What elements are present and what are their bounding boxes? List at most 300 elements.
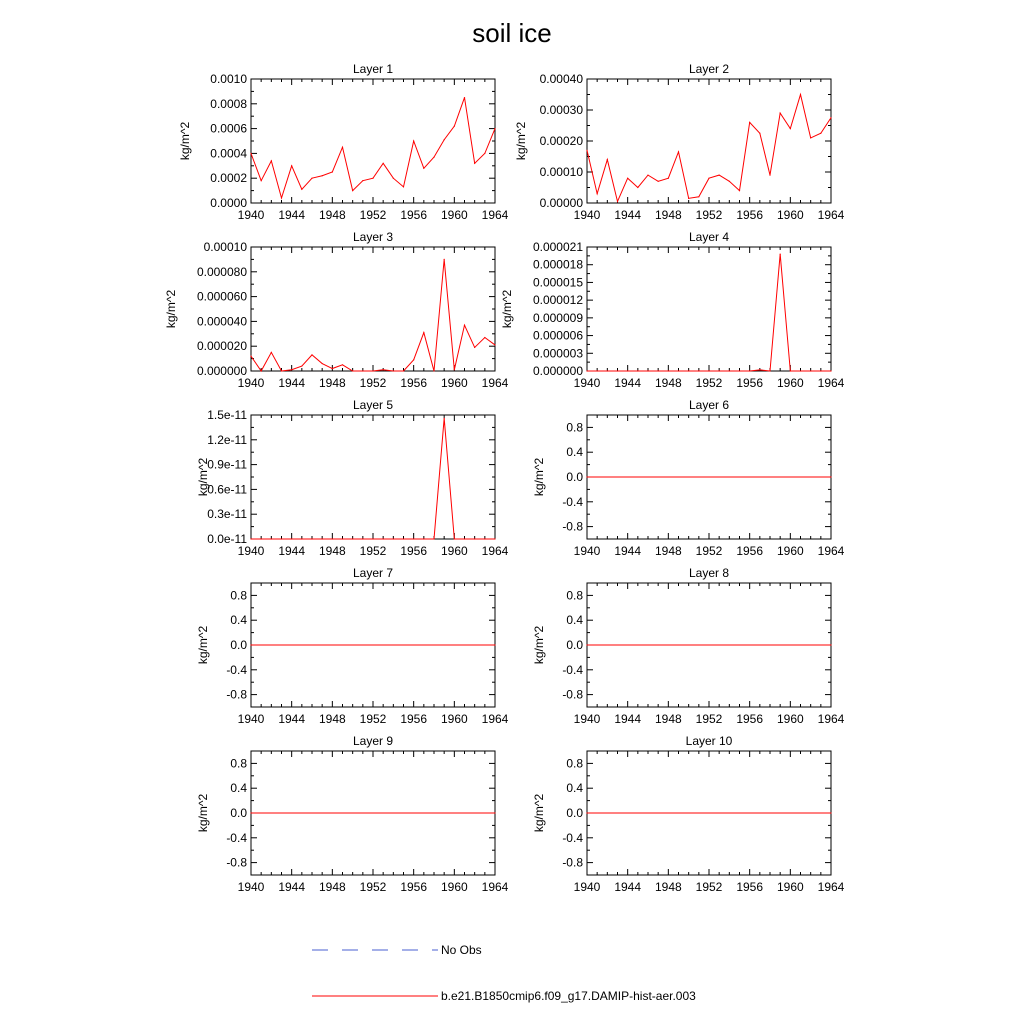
data-point (769, 370, 770, 371)
data-point (393, 178, 394, 179)
x-tick-label: 1944 (278, 376, 306, 390)
x-tick-label: 1960 (440, 880, 468, 894)
data-point (708, 178, 709, 179)
x-tick-label: 1944 (614, 376, 642, 390)
legend (312, 943, 696, 1003)
data-point (271, 352, 272, 353)
data-point (332, 538, 333, 539)
x-tick-label: 1940 (573, 376, 601, 390)
data-point (597, 193, 598, 194)
data-point (372, 370, 373, 371)
x-tick-label: 1952 (359, 712, 387, 726)
data-point (586, 812, 587, 813)
x-tick-label: 1960 (440, 712, 468, 726)
y-tick-label: 0.4 (566, 781, 583, 796)
data-point (678, 151, 679, 152)
data-point (780, 113, 781, 114)
y-tick-label: 0.000020 (196, 339, 247, 354)
x-tick-label: 1956 (736, 376, 764, 390)
data-point (342, 147, 343, 148)
x-tick-label: 1952 (359, 208, 387, 222)
x-tick-label: 1952 (359, 880, 387, 894)
data-point (433, 538, 434, 539)
y-tick-label: 0.000009 (532, 310, 583, 325)
panel-title: Layer 5 (352, 398, 394, 412)
y-tick-label: -0.8 (226, 687, 247, 702)
y-tick-label: 0.9e-11 (207, 457, 247, 472)
y-tick-label: 0.00030 (539, 103, 583, 117)
x-tick-label: 1948 (654, 544, 682, 558)
x-tick-label: 1960 (440, 208, 468, 222)
x-tick-label: 1964 (481, 544, 509, 558)
data-point (261, 180, 262, 181)
plot-frame (251, 79, 495, 203)
data-point (291, 538, 292, 539)
x-tick-label: 1960 (776, 208, 804, 222)
data-point (383, 538, 384, 539)
data-point (769, 175, 770, 176)
data-point (678, 370, 679, 371)
y-tick-label: 0.0004 (210, 146, 247, 161)
x-tick-label: 1940 (573, 544, 601, 558)
data-point (342, 364, 343, 365)
data-point (433, 157, 434, 158)
y-tick-label: 0.0000 (210, 196, 247, 210)
x-tick-label: 1964 (817, 208, 845, 222)
panel-layer-9 (196, 734, 509, 894)
data-point (586, 370, 587, 371)
data-point (250, 153, 251, 154)
y-tick-label: 0.4 (566, 445, 583, 460)
y-tick-label: 0.3e-11 (207, 507, 247, 522)
x-tick-label: 1944 (278, 544, 306, 558)
x-tick-label: 1956 (400, 880, 428, 894)
data-point (749, 370, 750, 371)
y-axis-label: kg/m^2 (164, 289, 178, 329)
panel-title: Layer 8 (688, 566, 730, 580)
x-tick-label: 1940 (237, 376, 265, 390)
data-point (311, 178, 312, 179)
data-point (494, 644, 495, 645)
y-tick-label: -0.8 (562, 687, 583, 702)
x-tick-label: 1948 (654, 208, 682, 222)
panel-title: Layer 6 (688, 398, 730, 412)
data-point (474, 538, 475, 539)
x-tick-label: 1944 (278, 208, 306, 222)
x-tick-label: 1956 (736, 712, 764, 726)
data-point (301, 365, 302, 366)
data-point (383, 163, 384, 164)
data-point (607, 370, 608, 371)
panel-title: Layer 1 (352, 62, 394, 76)
data-point (494, 344, 495, 345)
data-point (281, 538, 282, 539)
panel-title: Layer 9 (352, 734, 394, 748)
data-point (433, 370, 434, 371)
data-point (830, 476, 831, 477)
y-axis-label: kg/m^2 (532, 793, 546, 833)
data-point (759, 133, 760, 134)
data-point (627, 370, 628, 371)
data-point (586, 150, 587, 151)
y-axis-label: kg/m^2 (178, 121, 192, 161)
data-point (698, 370, 699, 371)
data-point (474, 347, 475, 348)
x-tick-label: 1964 (481, 712, 509, 726)
data-point (658, 181, 659, 182)
x-tick-label: 1956 (736, 880, 764, 894)
data-point (372, 538, 373, 539)
x-tick-label: 1952 (695, 712, 723, 726)
data-point (362, 180, 363, 181)
panel-layer-8 (532, 566, 845, 726)
y-tick-label: 0.0 (566, 638, 583, 652)
x-tick-label: 1960 (776, 712, 804, 726)
data-point (484, 153, 485, 154)
y-tick-label: 0.000000 (532, 364, 583, 378)
data-point (291, 369, 292, 370)
y-tick-label: 0.8 (566, 756, 583, 771)
data-point (484, 538, 485, 539)
data-point (820, 133, 821, 134)
panel-layer-7 (196, 566, 509, 726)
data-point (413, 140, 414, 141)
data-point (759, 369, 760, 370)
y-tick-label: 0.000000 (196, 364, 247, 378)
panels (164, 62, 845, 894)
data-point (250, 644, 251, 645)
y-tick-label: 0.8 (230, 588, 247, 603)
data-point (454, 126, 455, 127)
panel-layer-3 (164, 230, 509, 390)
y-tick-label: 0.000018 (532, 257, 583, 272)
y-tick-label: 0.4 (230, 781, 247, 796)
panel-layer-5 (196, 398, 509, 558)
data-point (403, 538, 404, 539)
data-point (311, 354, 312, 355)
data-point (830, 644, 831, 645)
data-point (444, 139, 445, 140)
data-point (586, 644, 587, 645)
panel-title: Layer 2 (688, 62, 730, 76)
data-point (688, 198, 689, 199)
data-point (627, 178, 628, 179)
x-tick-label: 1952 (695, 880, 723, 894)
y-axis-label: kg/m^2 (196, 457, 210, 497)
data-point (464, 325, 465, 326)
y-tick-label: 0.000040 (196, 314, 247, 329)
y-axis-label: kg/m^2 (514, 121, 528, 161)
series-line (587, 95, 831, 202)
y-tick-label: -0.8 (562, 855, 583, 870)
data-point (423, 332, 424, 333)
data-point (810, 370, 811, 371)
data-point (739, 370, 740, 371)
x-tick-label: 1944 (278, 880, 306, 894)
data-point (800, 370, 801, 371)
y-tick-label: 0.0010 (210, 72, 247, 86)
x-tick-label: 1964 (817, 376, 845, 390)
data-point (830, 370, 831, 371)
x-tick-label: 1952 (359, 376, 387, 390)
x-tick-label: 1948 (654, 712, 682, 726)
panel-title: Layer 7 (352, 566, 394, 580)
y-tick-label: 1.5e-11 (207, 408, 247, 422)
data-point (617, 370, 618, 371)
data-point (668, 178, 669, 179)
x-tick-label: 1940 (237, 712, 265, 726)
x-tick-label: 1948 (318, 376, 346, 390)
data-point (393, 370, 394, 371)
y-tick-label: 0.0006 (210, 121, 247, 136)
x-tick-label: 1956 (736, 544, 764, 558)
data-point (820, 370, 821, 371)
data-point (830, 812, 831, 813)
panel-layer-10 (532, 734, 845, 894)
data-point (322, 175, 323, 176)
data-point (393, 538, 394, 539)
y-tick-label: 0.8 (566, 420, 583, 435)
y-tick-label: 0.8 (566, 588, 583, 603)
series-line (251, 98, 495, 198)
y-axis-label: kg/m^2 (532, 625, 546, 665)
x-tick-label: 1952 (695, 376, 723, 390)
data-point (403, 186, 404, 187)
plot-frame (587, 79, 831, 203)
x-tick-label: 1964 (481, 208, 509, 222)
x-tick-label: 1964 (481, 376, 509, 390)
plot-frame (251, 415, 495, 539)
y-tick-label: 0.00000 (539, 196, 583, 210)
y-tick-label: 0.0 (230, 806, 247, 820)
x-tick-label: 1956 (400, 544, 428, 558)
data-point (597, 370, 598, 371)
plot-frame (587, 247, 831, 371)
data-point (464, 538, 465, 539)
y-tick-label: -0.8 (562, 519, 583, 534)
y-tick-label: 0.4 (566, 613, 583, 628)
y-tick-label: 0.0e-11 (207, 532, 247, 546)
data-point (372, 178, 373, 179)
y-tick-label: 0.000080 (196, 264, 247, 279)
y-tick-label: 0.0008 (210, 96, 247, 111)
data-point (719, 175, 720, 176)
x-tick-label: 1956 (400, 208, 428, 222)
x-tick-label: 1960 (776, 544, 804, 558)
data-point (607, 159, 608, 160)
y-tick-label: 0.8 (230, 756, 247, 771)
data-point (790, 128, 791, 129)
data-point (271, 160, 272, 161)
data-point (658, 370, 659, 371)
data-point (739, 190, 740, 191)
data-point (322, 363, 323, 364)
x-tick-label: 1960 (440, 376, 468, 390)
data-point (647, 175, 648, 176)
y-tick-label: 0.6e-11 (207, 482, 247, 497)
panel-layer-6 (532, 398, 845, 558)
x-tick-label: 1964 (817, 544, 845, 558)
y-tick-label: 0.00020 (539, 134, 583, 148)
y-tick-label: 0.000060 (196, 289, 247, 304)
x-tick-label: 1944 (278, 712, 306, 726)
data-point (342, 538, 343, 539)
data-point (719, 370, 720, 371)
panel-title: Layer 10 (685, 734, 733, 748)
y-tick-label: 0.4 (230, 613, 247, 628)
data-point (301, 538, 302, 539)
x-tick-label: 1944 (614, 544, 642, 558)
x-tick-label: 1948 (318, 880, 346, 894)
y-axis-label: kg/m^2 (196, 793, 210, 833)
data-point (494, 812, 495, 813)
data-point (454, 369, 455, 370)
data-point (413, 538, 414, 539)
figure-title: soil ice (472, 18, 552, 48)
x-tick-label: 1944 (614, 208, 642, 222)
data-point (383, 369, 384, 370)
y-tick-label: 1.2e-11 (207, 432, 247, 447)
x-tick-label: 1948 (318, 712, 346, 726)
y-tick-label: 0.0 (230, 638, 247, 652)
y-tick-label: 0.000003 (532, 346, 583, 361)
y-tick-label: 0.00040 (539, 72, 583, 86)
series-line (251, 418, 495, 539)
data-point (250, 538, 251, 539)
x-tick-label: 1940 (573, 880, 601, 894)
x-tick-label: 1964 (481, 880, 509, 894)
x-tick-label: 1948 (654, 880, 682, 894)
y-tick-label: 0.0002 (210, 171, 247, 186)
data-point (494, 128, 495, 129)
series-line (251, 259, 495, 371)
data-point (810, 137, 811, 138)
data-point (484, 337, 485, 338)
x-tick-label: 1948 (318, 544, 346, 558)
data-point (790, 370, 791, 371)
x-tick-label: 1960 (776, 376, 804, 390)
x-tick-label: 1940 (573, 712, 601, 726)
y-tick-label: 0.000006 (532, 328, 583, 343)
x-tick-label: 1964 (817, 880, 845, 894)
data-point (332, 368, 333, 369)
x-tick-label: 1960 (776, 880, 804, 894)
y-tick-label: 0.000021 (532, 240, 583, 254)
data-point (261, 370, 262, 371)
y-tick-label: 0.0 (566, 806, 583, 820)
x-tick-label: 1964 (817, 712, 845, 726)
data-point (423, 168, 424, 169)
panel-layer-2 (514, 62, 845, 222)
x-tick-label: 1944 (614, 880, 642, 894)
data-point (647, 370, 648, 371)
data-point (780, 253, 781, 254)
series-line (587, 254, 831, 371)
data-point (403, 370, 404, 371)
x-tick-label: 1940 (237, 880, 265, 894)
y-tick-label: -0.4 (226, 830, 247, 845)
x-tick-label: 1944 (614, 712, 642, 726)
panel-title: Layer 3 (352, 230, 394, 244)
y-tick-label: -0.4 (226, 662, 247, 677)
data-point (708, 370, 709, 371)
y-axis-label: kg/m^2 (196, 625, 210, 665)
panel-title: Layer 4 (688, 230, 730, 244)
y-tick-label: -0.8 (226, 855, 247, 870)
data-point (271, 538, 272, 539)
data-point (729, 181, 730, 182)
panel-layer-4 (500, 230, 845, 390)
y-axis-label: kg/m^2 (500, 289, 514, 329)
y-tick-label: -0.4 (562, 662, 583, 677)
legend-label-no-obs: No Obs (441, 943, 482, 957)
data-point (830, 117, 831, 118)
data-point (637, 370, 638, 371)
data-point (494, 538, 495, 539)
x-tick-label: 1960 (440, 544, 468, 558)
data-point (444, 418, 445, 419)
x-tick-label: 1948 (654, 376, 682, 390)
data-point (332, 171, 333, 172)
data-point (261, 538, 262, 539)
data-point (423, 538, 424, 539)
data-point (311, 538, 312, 539)
x-tick-label: 1956 (736, 208, 764, 222)
data-point (698, 196, 699, 197)
data-point (637, 187, 638, 188)
data-point (352, 538, 353, 539)
data-point (688, 370, 689, 371)
data-point (322, 538, 323, 539)
y-axis-label: kg/m^2 (532, 457, 546, 497)
panel-layer-1 (178, 62, 509, 222)
data-point (454, 538, 455, 539)
data-point (749, 122, 750, 123)
data-point (413, 359, 414, 360)
data-point (281, 197, 282, 198)
x-tick-label: 1952 (695, 208, 723, 222)
x-tick-label: 1952 (359, 544, 387, 558)
data-point (352, 370, 353, 371)
data-point (250, 812, 251, 813)
y-tick-label: -0.4 (562, 830, 583, 845)
data-point (281, 370, 282, 371)
legend-label-model: b.e21.B1850cmip6.f09_g17.DAMIP-hist-aer.003 (441, 989, 696, 1003)
data-point (586, 476, 587, 477)
data-point (729, 370, 730, 371)
y-tick-label: 0.000015 (532, 275, 583, 290)
x-tick-label: 1952 (695, 544, 723, 558)
data-point (362, 538, 363, 539)
x-tick-label: 1940 (573, 208, 601, 222)
data-point (800, 94, 801, 95)
y-tick-label: 0.00010 (539, 165, 583, 179)
data-point (301, 189, 302, 190)
x-tick-label: 1940 (237, 544, 265, 558)
x-tick-label: 1940 (237, 208, 265, 222)
x-tick-label: 1956 (400, 712, 428, 726)
y-tick-label: 0.0 (566, 470, 583, 484)
data-point (474, 163, 475, 164)
data-point (464, 97, 465, 98)
y-tick-label: 0.00010 (203, 240, 247, 254)
data-point (617, 201, 618, 202)
data-point (444, 259, 445, 260)
data-point (362, 370, 363, 371)
x-tick-label: 1956 (400, 376, 428, 390)
data-point (668, 370, 669, 371)
data-point (352, 190, 353, 191)
